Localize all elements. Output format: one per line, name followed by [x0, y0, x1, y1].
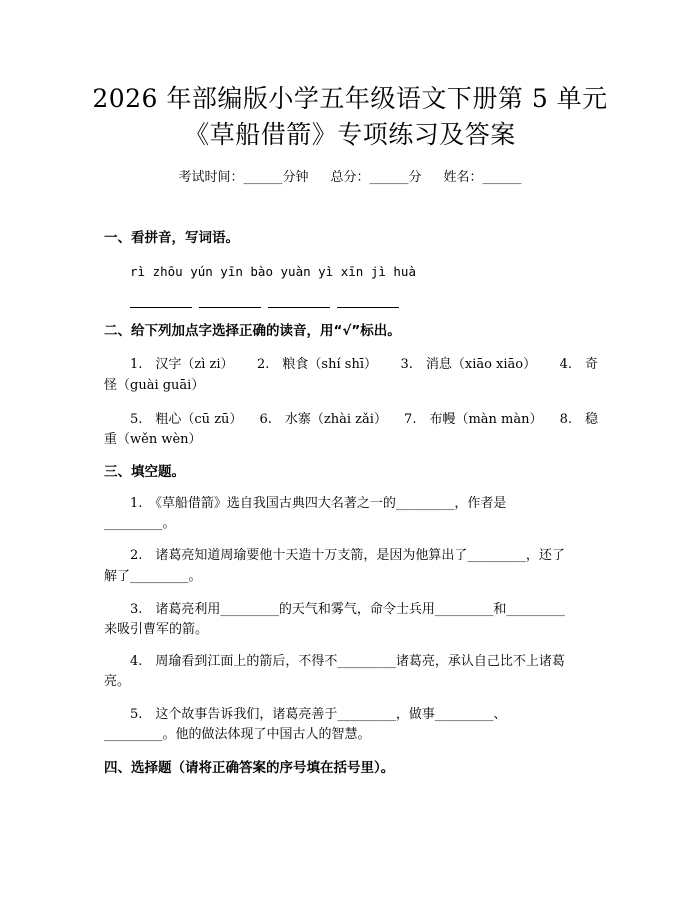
fill-question-3-cont: 来吸引曹军的箭。 [104, 622, 209, 637]
fill-question-2-cont: 解了_________。 [104, 569, 202, 584]
fill-question-2: 2. 诸葛亮知道周瑜要他十天造十万支箭，是因为他算出了_________，还了 [130, 548, 565, 563]
pronunciation-row-2 [130, 410, 598, 430]
fill-question-3: 3. 诸葛亮利用_________的天气和雾气，命令士兵用_________和_________ [130, 602, 565, 617]
pronunciation-item: 6. 水寨（zhài zǎi） [259, 412, 387, 427]
answer-blank[interactable] [337, 307, 399, 308]
exam-info [0, 168, 700, 188]
student-name-field: 姓名：______ [443, 170, 522, 185]
pronunciation-row-1 [130, 355, 598, 375]
page-title-line1: 2026 年部编版小学五年级语文下册第 5 单元 [92, 84, 608, 113]
answer-blank[interactable] [130, 307, 192, 308]
answer-blank[interactable] [199, 307, 261, 308]
fill-question-4-cont: 亮。 [104, 674, 131, 689]
pinyin-prompt: rì zhōu yún yīn bào yuàn yì xīn jì huà [130, 264, 416, 279]
fill-question-5: 5. 这个故事告诉我们，诸葛亮善于_________，做事_________、 [130, 707, 507, 722]
pronunciation-item: 3. 消息（xiāo xiāo） [400, 357, 537, 372]
pronunciation-row-1-cont: 怪（guài guāi） [104, 378, 205, 393]
pronunciation-row-2-cont: 重（wěn wèn） [104, 432, 202, 447]
fill-question-4: 4. 周瑜看到江面上的箭后，不得不_________诸葛亮，承认自己比不上诸葛 [130, 654, 565, 669]
exam-time-field: 考试时间：______分钟 [178, 170, 309, 185]
section-1-heading: 一、看拼音，写词语。 [104, 230, 239, 246]
fill-question-1: 1. 《草船借箭》选自我国古典四大名著之一的_________，作者是 [130, 496, 507, 511]
answer-blank[interactable] [268, 307, 330, 308]
section-3-heading: 三、填空题。 [104, 464, 185, 480]
fill-question-5-cont: _________。他的做法体现了中国古人的智慧。 [104, 727, 371, 742]
section-4-heading: 四、选择题（请将正确答案的序号填在括号里）。 [104, 760, 395, 776]
pronunciation-item: 2. 粮食（shí shī） [257, 357, 377, 372]
fill-question-1-cont: _________。 [104, 516, 176, 531]
total-score-field: 总分：______分 [330, 170, 422, 185]
page-title-line2: 《草船借箭》专项练习及答案 [184, 120, 516, 149]
section-2-heading: 二、给下列加点字选择正确的读音，用“√”标出。 [104, 323, 401, 339]
answer-blanks [130, 296, 410, 308]
pronunciation-item: 1. 汉字（zì zi） [130, 357, 234, 372]
pronunciation-item: 4. 奇 [559, 357, 598, 372]
pronunciation-item: 5. 粗心（cū zū） [130, 412, 243, 427]
pronunciation-item: 7. 布幔（màn màn） [404, 412, 543, 427]
pronunciation-item: 8. 稳 [559, 412, 598, 427]
